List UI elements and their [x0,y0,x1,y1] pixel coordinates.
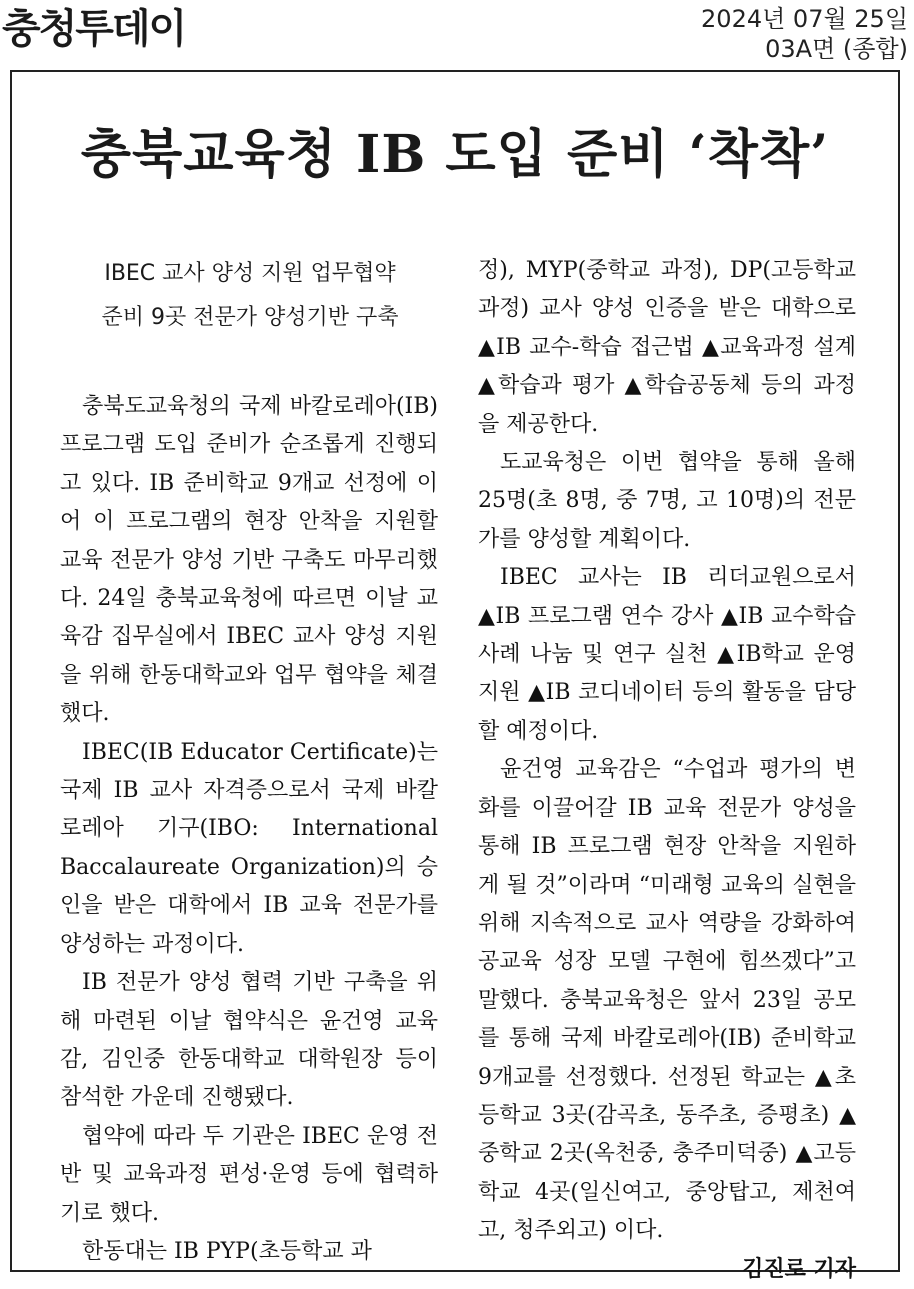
page-number: 03A면 (종합) [765,35,908,63]
subheadline-2: 준비 9곳 전문가 양성기반 구축 [101,305,399,330]
body-paragraph: 도교육청은 이번 협약을 통해 올해 25명(초 8명, 중 7명, 고 10명)의 전문가를 양성할 계획이다. [478,450,856,552]
publication-date: 2024년 07월 25일 [701,5,908,33]
newspaper-logo: 충청투데이 [2,6,186,52]
body-paragraph: IBEC 교사는 IB 리더교원으로서 ▲IB 프로그램 연수 강사 ▲IB 교수학습 사례 나눔 및 연구 실천 ▲IB학교 운영 지원 ▲IB 코디네이터 등의 활동을 담당할 예정이다. [478,565,856,744]
byline: 김진로 기자 [742,1256,856,1282]
body-paragraph: IB 전문가 양성 협력 기반 구축을 위해 마련된 이날 협약식은 윤건영 교육감, 김인중 한동대학교 대학원장 등이 참석한 가운데 진행됐다. [60,970,438,1111]
article-column-left [60,388,438,1271]
subheadline-1: IBEC 교사 양성 지원 업무협약 [104,261,396,286]
headline: 충북교육청 IB 도입 준비 ‘착착’ [80,124,830,185]
body-paragraph: 윤건영 교육감은 “수업과 평가의 변화를 이끌어갈 IB 교육 전문가 양성을 통해 IB 프로그램 현장 안착을 지원하게 될 것”이라며 “미래형 교육의 실현을 위해 지속적으로 교사 역량을 강화하여 공교육 성장 모델 구현에 힘쓰겠다”고 말했다. 충북교육청은 앞서 23일 공모를 통해 국제 바칼로레아(IB) 준비학교 9개교를 선정했다. 선정된 학교는 ▲초등학교 3곳(감곡초, 동주초, 증평초) ▲중학교 2곳(옥천중, 충주미덕중) ▲고등학교 4곳(일신여고, 중앙탑고, 제천여고, 청주외고) 이다. [478,757,856,1244]
body-paragraph: IBEC(IB Educator Certificate)는 국제 IB 교사 자격증으로서 국제 바칼로레아 기구(IBO: International Baccalaureate Organization)의 승인을 받은 대학에서 IB 교육 전문가를 양성하는 과정이다. [60,739,438,957]
article-column-right [478,252,856,1289]
body-paragraph: 한동대는 IB PYP(초등학교 과 [82,1238,372,1264]
body-paragraph: 충북도교육청의 국제 바칼로레아(IB) 프로그램 도입 준비가 순조롭게 진행되고 있다. IB 준비학교 9개교 선정에 이어 이 프로그램의 현장 안착을 지원할 교육 전문가 양성 기반 구축도 마무리했다. 24일 충북교육청에 따르면 이날 교육감 집무실에서 IBEC 교사 양성 지원을 위해 한동대학교와 업무 협약을 체결했다. [60,394,438,727]
body-paragraph: 정), MYP(중학교 과정), DP(고등학교 과정) 교사 양성 인증을 받은 대학으로 ▲IB 교수-학습 접근법 ▲교육과정 설계 ▲학습과 평가 ▲학습공동체 등의 과정을 제공한다. [478,258,856,437]
dateline [701,4,908,64]
article-frame [10,70,900,1282]
body-paragraph: 협약에 따라 두 기관은 IBEC 운영 전반 및 교육과정 편성·운영 등에 협력하기로 했다. [60,1123,438,1226]
